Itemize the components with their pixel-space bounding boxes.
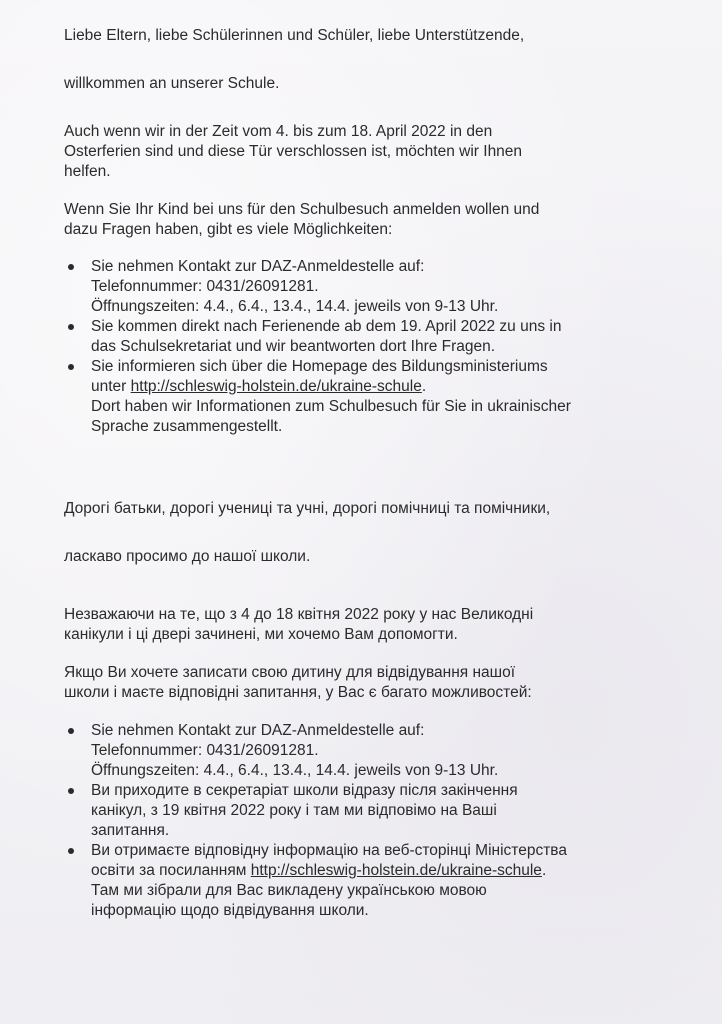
ministry-url-link[interactable]: http://schleswig-holstein.de/ukraine-schule — [250, 862, 542, 879]
text-line: запитання. — [91, 822, 170, 839]
text-line — [91, 861, 684, 881]
text-line: Sie kommen direkt nach Ferienende ab dem 19. April 2022 zu uns in — [91, 318, 562, 335]
text-fragment: . — [421, 378, 427, 395]
text-line: Sie nehmen Kontakt zur DAZ-Anmeldestelle auf: — [91, 722, 425, 739]
german-paragraph-holidays — [64, 122, 684, 182]
text-line: Wenn Sie Ihr Kind bei uns für den Schulbesuch anmelden wollen und — [64, 201, 540, 218]
text-line: Auch wenn wir in der Zeit vom 4. bis zum 18. April 2022 in den — [64, 123, 493, 140]
list-item-secretariat — [91, 317, 684, 357]
text-line: Öffnungszeiten: 4.4., 6.4., 13.4., 14.4. jeweils von 9-13 Uhr. — [91, 298, 499, 315]
text-fragment: освіти за посиланням — [91, 862, 251, 879]
text-line: Sie nehmen Kontakt zur DAZ-Anmeldestelle auf: — [91, 258, 425, 275]
text-line: канікул, з 19 квітня 2022 року і там ми відповімо на Ваші — [91, 802, 497, 819]
text-line: Telefonnummer: 0431/26091281. — [91, 278, 319, 295]
german-options-list — [64, 257, 684, 437]
text-line: Sie informieren sich über die Homepage des Bildungsministeriums — [91, 358, 548, 375]
text-line: канікули і ці двері зачинені, ми хочемо Вам допомогти. — [64, 626, 458, 643]
text-line: Незважаючи на те, що з 4 до 18 квітня 2022 року у нас Великодні — [64, 606, 534, 623]
german-welcome: willkommen an unserer Schule. — [64, 75, 280, 92]
text-line: helfen. — [64, 163, 111, 180]
german-paragraph-options — [64, 200, 684, 240]
list-item-contact — [91, 721, 684, 781]
list-item-homepage — [91, 841, 684, 921]
list-item-secretariat — [91, 781, 684, 841]
german-greeting: Liebe Eltern, liebe Schülerinnen und Schüler, liebe Unterstützende, — [64, 27, 525, 44]
text-line: das Schulsekretariat und wir beantworten dort Ihre Fragen. — [91, 338, 496, 355]
letter-content — [64, 26, 684, 921]
text-fragment: . — [541, 862, 547, 879]
ministry-url-link[interactable]: http://schleswig-holstein.de/ukraine-schule — [130, 378, 422, 395]
text-line: Якщо Ви хочете записати свою дитину для відвідування нашої — [64, 664, 516, 681]
text-line: Öffnungszeiten: 4.4., 6.4., 13.4., 14.4. jeweils von 9-13 Uhr. — [91, 762, 499, 779]
ukrainian-options-list — [64, 721, 684, 921]
text-line: Ви отримаєте відповідну інформацію на веб-сторінці Міністерства — [91, 842, 567, 859]
ukrainian-paragraph-options — [64, 663, 684, 703]
list-item-contact — [91, 257, 684, 317]
text-line: Dort haben wir Informationen zum Schulbesuch für Sie in ukrainischer — [91, 398, 571, 415]
text-line — [91, 377, 684, 397]
text-line: Osterferien sind und diese Tür verschlossen ist, möchten wir Ihnen — [64, 143, 523, 160]
german-section — [64, 26, 684, 437]
ukrainian-greeting: Дорогі батьки, дорогі учениці та учні, дорогі помічниці та помічники, — [64, 500, 551, 517]
text-line: школи і маєте відповідні запитання, у Вас є багато можливостей: — [64, 684, 532, 701]
text-line: dazu Fragen haben, gibt es viele Möglichkeiten: — [64, 221, 393, 238]
text-fragment: unter — [91, 378, 131, 395]
text-line: інформацію щодо відвідування школи. — [91, 902, 369, 919]
text-line: Там ми зібрали для Вас викладену українською мовою — [91, 882, 487, 899]
ukrainian-section — [64, 499, 684, 921]
text-line: Telefonnummer: 0431/26091281. — [91, 742, 319, 759]
ukrainian-paragraph-holidays — [64, 605, 684, 645]
ukrainian-welcome: ласкаво просимо до нашої школи. — [64, 548, 311, 565]
text-line: Ви приходите в секретаріат школи відразу після закінчення — [91, 782, 518, 799]
text-line: Sprache zusammengestellt. — [91, 418, 283, 435]
list-item-homepage — [91, 357, 684, 437]
